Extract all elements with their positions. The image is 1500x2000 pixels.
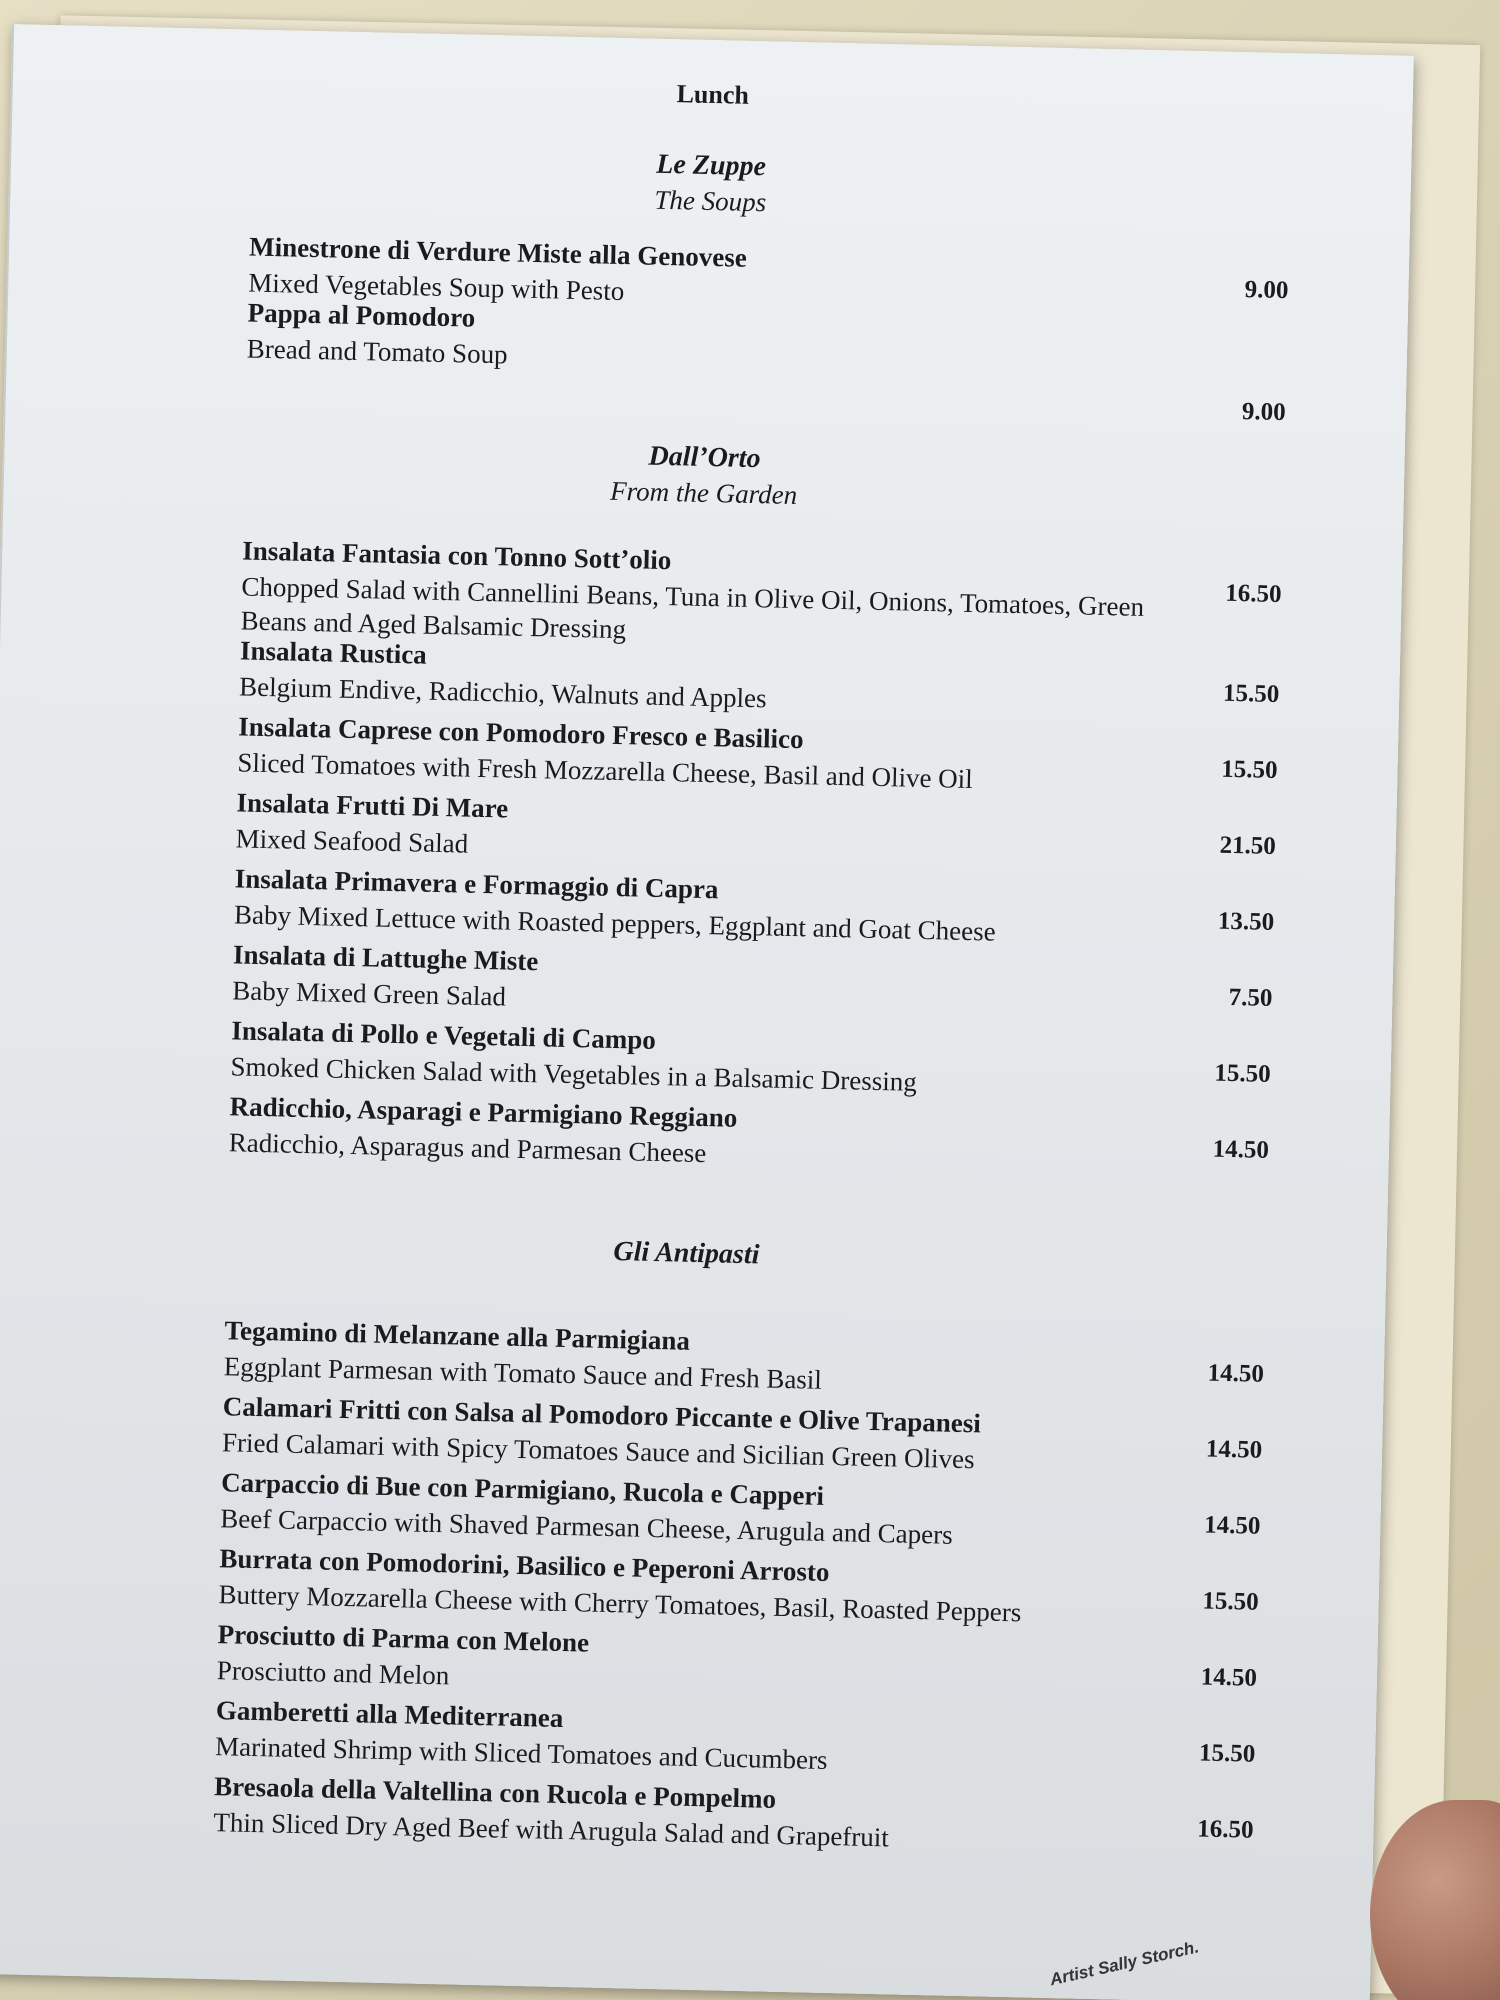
section-heading-antipasti	[0, 1220, 1387, 1288]
item-price: 9.00	[1241, 398, 1287, 427]
item-price: 14.50	[1207, 1359, 1265, 1388]
item-price: 16.50	[1225, 579, 1282, 609]
item-price: 14.50	[1203, 1511, 1261, 1540]
item-name: Calamari Fritti con Salsa al Pomodoro Piccante e Olive Trapanesi	[222, 1391, 982, 1439]
item-description: Buttery Mozzarella Cheese with Cherry Tomatoes, Basil, Roasted Peppers	[218, 1579, 1022, 1628]
item-price: 7.50	[1228, 983, 1273, 1012]
item-price: 14.50	[1212, 1135, 1270, 1164]
section-heading-garden	[4, 424, 1405, 526]
item-description: Baby Mixed Lettuce with Roasted peppers, Eggplant and Goat Cheese	[233, 899, 996, 947]
item-price: 15.50	[1214, 1059, 1271, 1088]
item-name: Burrata con Pomodorini, Basilico e Peperoni Arrosto	[219, 1543, 830, 1588]
item-name: Insalata Rustica	[239, 635, 428, 670]
item-description: Marinated Shrimp with Sliced Tomatoes and Cucumbers	[214, 1731, 828, 1776]
item-description: Mixed Vegetables Soup with Pesto	[248, 267, 625, 307]
section-title-italian: Gli Antipasti	[613, 1236, 760, 1271]
item-description: Bread and Tomato Soup	[246, 333, 508, 370]
item-name: Insalata Frutti Di Mare	[236, 787, 509, 824]
item-description: Chopped Salad with Cannellini Beans, Tuna in Olive Oil, Onions, Tomatoes, Green Beans and Aged Balsamic Dressing	[240, 571, 1145, 645]
item-description: Beef Carpaccio with Shaved Parmesan Cheese, Arugula and Capers	[219, 1503, 954, 1550]
section-title-italian: Dall’Orto	[648, 440, 761, 475]
item-description: Baby Mixed Green Salad	[231, 975, 507, 1012]
artist-credit: Artist Sally Storch.	[1048, 1937, 1201, 1990]
item-name: Radicchio, Asparagi e Parmigiano Reggiano	[229, 1091, 738, 1133]
menu-item	[240, 533, 1323, 645]
item-name: Insalata Fantasia con Tonno Sott’olio	[241, 535, 672, 576]
section-heading-soups	[10, 132, 1411, 234]
item-name: Bresaola della Valtellina con Rucola e Pompelmo	[213, 1771, 777, 1814]
section-title-english: The Soups	[654, 184, 767, 218]
item-name: Tegamino di Melanzane alla Parmigiana	[224, 1315, 691, 1356]
item-price: 14.50	[1205, 1435, 1263, 1464]
menu-page	[0, 24, 1414, 2000]
item-name: Insalata di Pollo e Vegetali di Campo	[231, 1015, 657, 1055]
section-title-italian: Le Zuppe	[655, 148, 767, 183]
item-price: 9.00	[1244, 276, 1289, 305]
item-price: 13.50	[1217, 907, 1275, 936]
item-name: Insalata Primavera e Formaggio di Capra	[234, 863, 719, 905]
item-price: 15.50	[1202, 1587, 1260, 1616]
item-description: Mixed Seafood Salad	[235, 823, 469, 859]
item-description: Fried Calamari with Spicy Tomatoes Sauce and Sicilian Green Olives	[221, 1427, 975, 1475]
item-name: Carpaccio di Bue con Parmigiano, Rucola e Capperi	[220, 1467, 825, 1511]
item-description: Prosciutto and Melon	[216, 1655, 450, 1691]
item-price: 14.50	[1200, 1663, 1258, 1692]
item-price: 15.50	[1198, 1739, 1256, 1768]
item-name: Insalata di Lattughe Miste	[232, 939, 539, 977]
item-description: Sliced Tomatoes with Fresh Mozzarella Cheese, Basil and Olive Oil	[237, 747, 974, 795]
item-description: Thin Sliced Dry Aged Beef with Arugula Salad and Grapefruit	[213, 1807, 890, 1853]
item-name: Minestrone di Verdure Miste alla Genovese	[248, 231, 748, 273]
item-price: 16.50	[1196, 1815, 1254, 1844]
item-description: Eggplant Parmesan with Tomato Sauce and Fresh Basil	[223, 1351, 823, 1395]
page-title: Lunch	[676, 79, 750, 110]
item-price: 15.50	[1222, 679, 1280, 709]
item-name: Insalata Caprese con Pomodoro Fresco e Basilico	[237, 711, 804, 755]
item-name: Prosciutto di Parma con Melone	[217, 1619, 590, 1658]
section-title-english: From the Garden	[609, 475, 798, 511]
item-description: Radicchio, Asparagus and Parmesan Cheese	[228, 1127, 707, 1169]
item-name: Gamberetti alla Mediterranea	[215, 1695, 564, 1734]
item-description: Belgium Endive, Radicchio, Walnuts and Apples	[238, 671, 767, 714]
item-description: Smoked Chicken Salad with Vegetables in a Balsamic Dressing	[230, 1051, 918, 1097]
item-price: 15.50	[1221, 755, 1278, 784]
item-price: 21.50	[1219, 831, 1277, 860]
item-name: Pappa al Pomodoro	[247, 297, 476, 333]
